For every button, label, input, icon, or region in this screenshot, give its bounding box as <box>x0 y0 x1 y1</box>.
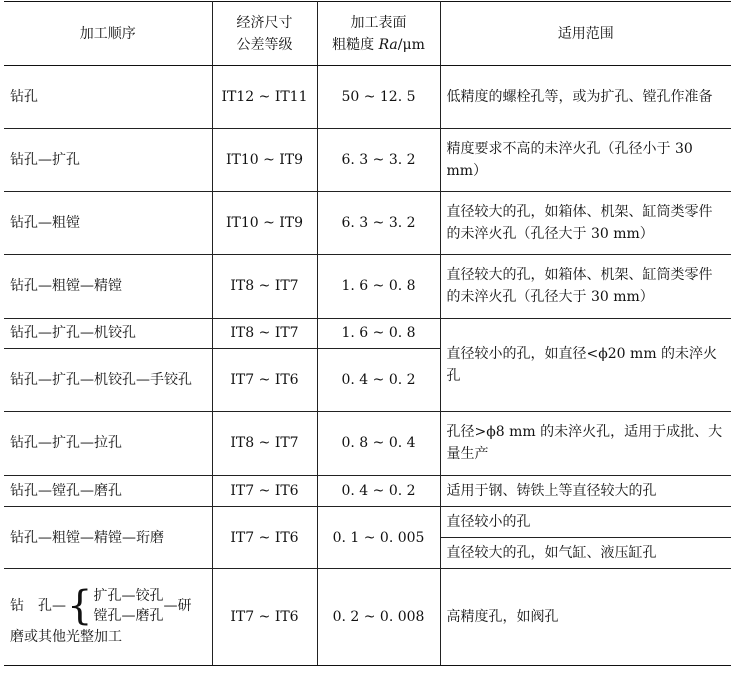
grade-cell: IT10 ~ IT9 <box>212 191 317 254</box>
table-row <box>4 318 731 348</box>
roughness-cell: 0. 1 ~ 0. 005 <box>317 506 440 568</box>
table-row <box>4 129 731 191</box>
sequence-cell: 钻孔—粗镗—精镗 <box>4 255 212 318</box>
roughness-cell: 1. 6 ~ 0. 8 <box>317 318 440 348</box>
header-application: 适用范围 <box>440 2 731 66</box>
header-roughness-prefix: 粗糙度 <box>332 36 379 53</box>
sequence-suffix: —研 <box>163 598 192 615</box>
sequence-branch-2: 镗孔—磨孔 <box>93 608 164 625</box>
application-cell-large-hole: 直径较大的孔，如气缸、液压缸孔 <box>440 538 731 569</box>
sequence-cell: 钻孔—扩孔—拉孔 <box>4 412 212 475</box>
header-grade <box>212 2 317 66</box>
grade-cell: IT7 ~ IT6 <box>212 348 317 411</box>
header-row <box>4 2 731 66</box>
header-roughness-line2 <box>324 34 434 56</box>
application-cell: 精度要求不高的未淬火孔（孔径小于 30 mm） <box>440 129 731 191</box>
grade-cell: IT8 ~ IT7 <box>212 318 317 348</box>
machining-table <box>4 1 731 666</box>
sequence-tail: 磨或其他光整加工 <box>10 629 122 646</box>
roughness-cell: 6. 3 ~ 3. 2 <box>317 191 440 254</box>
header-grade-line1: 经济尺寸 <box>236 14 293 31</box>
sequence-cell: 钻孔 <box>4 66 212 129</box>
table-row <box>4 412 731 475</box>
grade-cell: IT8 ~ IT7 <box>212 255 317 318</box>
header-roughness-unit: /μm <box>397 36 425 53</box>
application-cell: 直径较小的孔，如直径<ϕ20 mm 的未淬火孔 <box>440 318 731 412</box>
sequence-cell: 钻孔—扩孔—机铰孔 <box>4 318 212 348</box>
roughness-cell: 0. 4 ~ 0. 2 <box>317 348 440 411</box>
header-roughness-line1: 加工表面 <box>350 14 407 31</box>
sequence-prefix: 钻 孔— <box>10 598 66 615</box>
table-row <box>4 569 731 666</box>
roughness-cell: 0. 8 ~ 0. 4 <box>317 412 440 475</box>
sequence-branch-1: 扩孔—铰孔 <box>93 588 164 605</box>
roughness-cell: 0. 4 ~ 0. 2 <box>317 475 440 506</box>
grade-cell: IT8 ~ IT7 <box>212 412 317 475</box>
application-cell: 适用于钢、铸铁上等直径较大的孔 <box>440 475 731 506</box>
application-cell-small-hole: 直径较小的孔 <box>440 506 731 537</box>
sequence-cell-branched <box>4 569 212 666</box>
table-row <box>4 255 731 318</box>
application-cell: 孔径>ϕ8 mm 的未淬火孔，适用于成批、大量生产 <box>440 412 731 475</box>
table-row <box>4 191 731 254</box>
roughness-cell: 0. 2 ~ 0. 008 <box>317 569 440 666</box>
sequence-cell: 钻孔—扩孔—机铰孔—手铰孔 <box>4 348 212 411</box>
header-roughness-symbol: Ra <box>378 36 398 53</box>
table-row <box>4 66 731 129</box>
branch-sequence <box>10 583 206 630</box>
header-roughness <box>317 2 440 66</box>
roughness-cell: 6. 3 ~ 3. 2 <box>317 129 440 191</box>
sequence-cell: 钻孔—粗镗 <box>4 191 212 254</box>
application-cell: 直径较大的孔，如箱体、机架、缸筒类零件的未淬火孔（孔径大于 30 mm） <box>440 191 731 254</box>
branch-stack <box>93 586 163 626</box>
grade-cell: IT7 ~ IT6 <box>212 569 317 666</box>
grade-cell: IT12 ~ IT11 <box>212 66 317 129</box>
roughness-cell: 1. 6 ~ 0. 8 <box>317 255 440 318</box>
header-sequence: 加工顺序 <box>4 2 212 66</box>
sequence-cell: 钻孔—粗镗—精镗—珩磨 <box>4 506 212 568</box>
table-row <box>4 506 731 537</box>
grade-cell: IT7 ~ IT6 <box>212 506 317 568</box>
grade-cell: IT7 ~ IT6 <box>212 475 317 506</box>
roughness-cell: 50 ~ 12. 5 <box>317 66 440 129</box>
header-grade-line2: 公差等级 <box>236 36 293 53</box>
sequence-cell: 钻孔—镗孔—磨孔 <box>4 475 212 506</box>
application-cell: 直径较大的孔，如箱体、机架、缸筒类零件的未淬火孔（孔径大于 30 mm） <box>440 255 731 318</box>
table-row <box>4 475 731 506</box>
application-cell: 低精度的螺栓孔等，或为扩孔、镗孔作准备 <box>440 66 731 129</box>
grade-cell: IT10 ~ IT9 <box>212 129 317 191</box>
sequence-cell: 钻孔—扩孔 <box>4 129 212 191</box>
application-cell: 高精度孔，如阀孔 <box>440 569 731 666</box>
left-brace-icon: { <box>67 583 93 630</box>
